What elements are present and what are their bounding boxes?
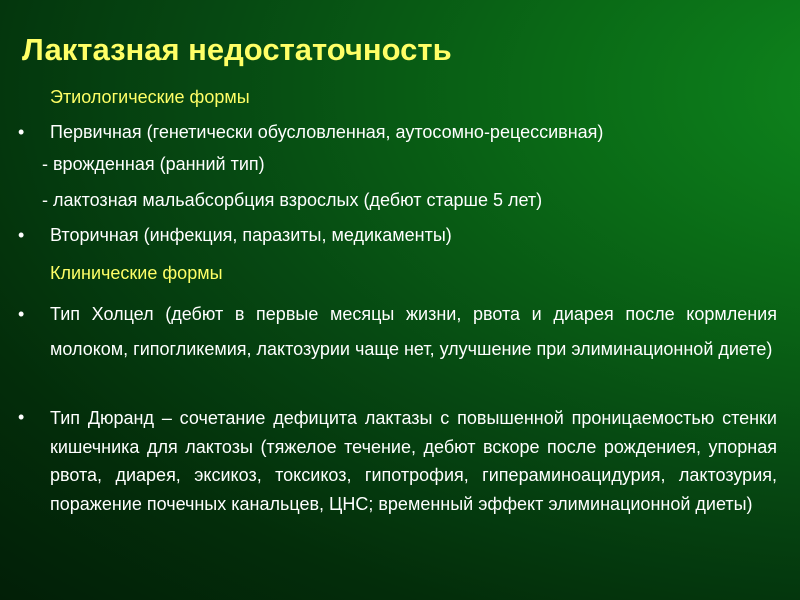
slide-title: Лактазная недостаточность <box>22 32 452 67</box>
holzel-type: Тип Холцел (дебют в первые месяцы жизни, рвота и диарея после кормления молоком, гипогликемия, лактозурии чаще нет, улучшение при элиминационной диете) <box>50 304 777 359</box>
primary-form: Первичная (генетически обусловленная, аутосомно-рецессивная) <box>50 122 604 142</box>
primary-sub-congenital: - врожденная (ранний тип) <box>42 154 265 174</box>
durand-type: Тип Дюранд – сочетание дефицита лактазы с повышенной проницаемостью стенки кишечника для лактозы (тяжелое течение, дебют вскоре после рождениея, упорная рвота, диарея, эксикоз, токсикоз, гипотрофия, гипераминоацидурия, лактозурия, поражение почечных канальцев, ЦНС; временный эффект элиминационной диеты) <box>50 408 777 514</box>
bullet-primary: • <box>18 122 25 142</box>
bullet-durand: • <box>18 407 25 427</box>
etiology-heading: Этиологические формы <box>50 87 250 107</box>
primary-sub-adult: - лактозная мальабсорбция взрослых (дебют старше 5 лет) <box>42 190 543 210</box>
bullet-holzel: • <box>18 304 25 324</box>
secondary-form: Вторичная (инфекция, паразиты, медикаменты) <box>50 225 452 245</box>
clinical-heading: Клинические формы <box>50 263 223 283</box>
bullet-secondary: • <box>18 225 25 245</box>
